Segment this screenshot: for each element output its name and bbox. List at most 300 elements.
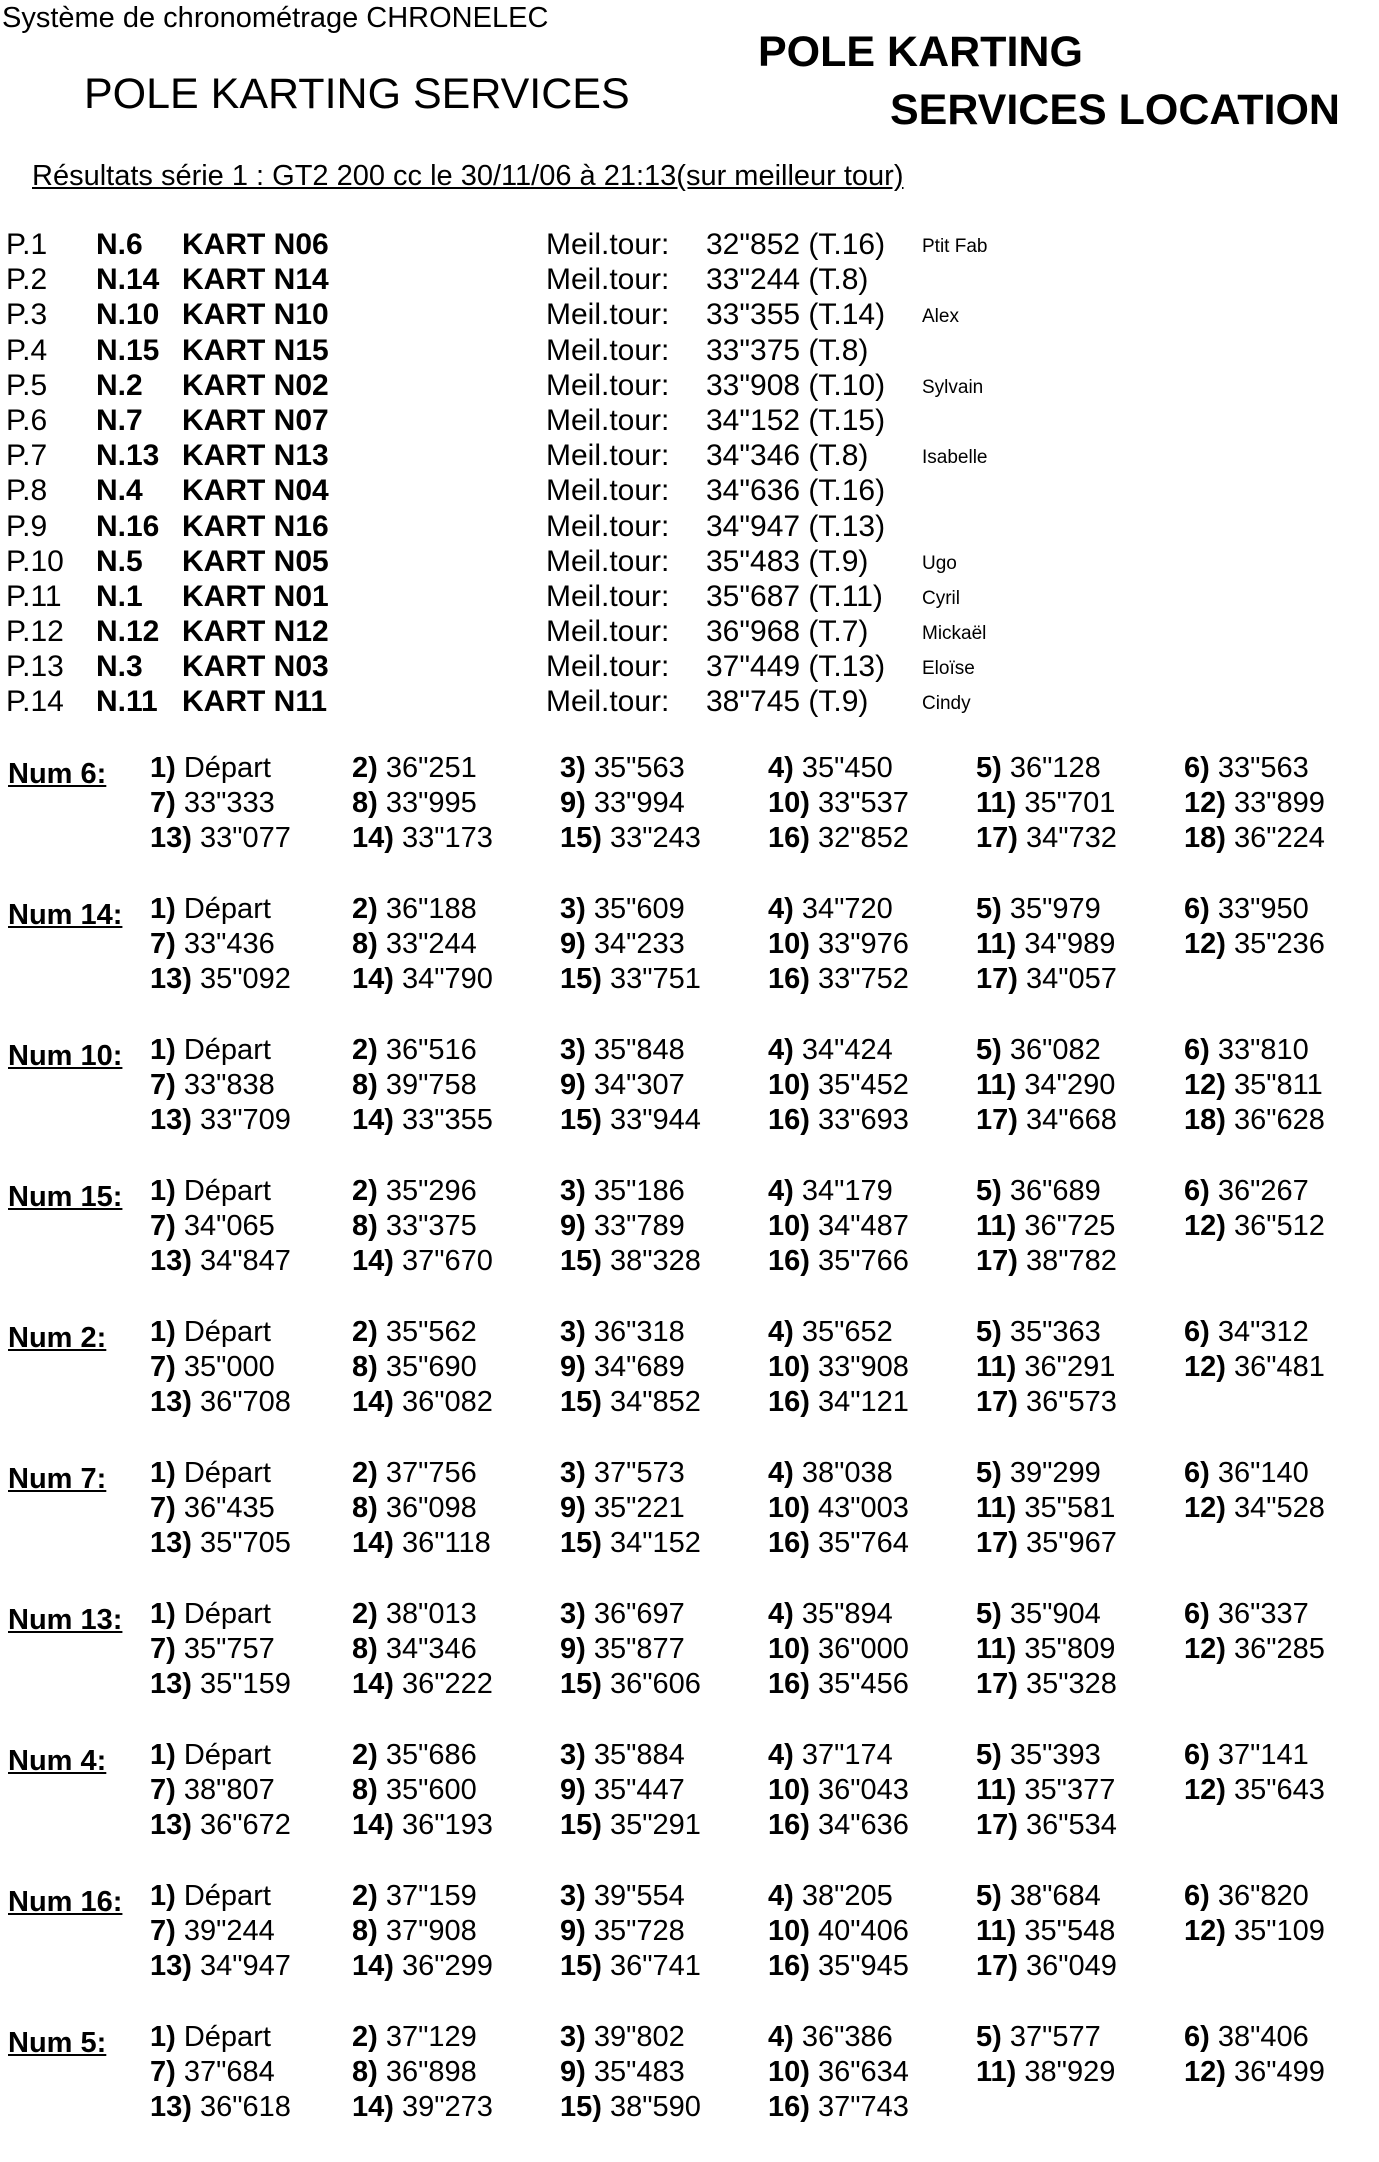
lap-number: 8) [352,928,378,960]
lap-time-cell [768,1245,909,1278]
lap-number: 6) [1184,1598,1210,1630]
lap-number: 4) [768,1598,794,1630]
lap-time-cell [150,1316,271,1349]
lap-time-cell [560,928,685,961]
lap-time-cell [1184,1492,1325,1525]
lap-row [0,1069,1379,1104]
best-lap-label: Meil.tour: [546,439,670,473]
kart-cell: KART N10 [182,298,329,332]
lap-number: 14) [352,1950,394,1982]
lap-time-cell [560,1880,685,1913]
number-cell: N.7 [96,403,143,437]
lap-number: 13) [150,1668,192,1700]
lap-time-cell [768,1492,909,1525]
lap-number: 14) [352,822,394,854]
kart-cell: KART N14 [182,263,329,297]
lap-time: 36"697 [593,1598,685,1630]
lap-time-cell [768,1069,909,1102]
lap-time: 36"606 [609,1668,701,1700]
lap-time-cell [560,822,701,855]
lap-number: 5) [976,1457,1002,1489]
lap-time: 35"848 [593,1034,685,1066]
lap-time-cell [976,787,1115,820]
lap-time-cell [150,1809,291,1842]
lap-number: 12) [1184,928,1226,960]
lap-time-cell [560,1915,685,1948]
lap-time: 43"003 [817,1492,909,1524]
lap-time-cell [768,1739,893,1772]
lap-number: 16) [768,1668,810,1700]
kart-laps-block [0,893,1379,1034]
lap-time-cell [352,1386,493,1419]
lap-number: 8) [352,1633,378,1665]
lap-time: 35"092 [199,963,291,995]
lap-time: 34"121 [817,1386,909,1418]
lap-number: 5) [976,1034,1002,1066]
lap-number: 6) [1184,2021,1210,2053]
lap-time: 36"098 [385,1492,477,1524]
lap-number: 5) [976,1316,1002,1348]
lap-time-cell [150,1492,275,1525]
lap-time-cell [352,1492,477,1525]
lap-number: 16) [768,2091,810,2123]
number-cell: N.13 [96,439,160,473]
best-lap-time: 34"152 (T.15) [706,403,886,437]
lap-time: 36"285 [1233,1633,1325,1665]
lap-number: 9) [560,787,586,819]
lap-time: 37"159 [385,1880,477,1912]
lap-number: 15) [560,1809,602,1841]
lap-number: 14) [352,2091,394,2123]
lap-row [0,1351,1379,1386]
lap-time-cell [976,1175,1101,1208]
lap-row [0,1598,1379,1633]
lap-time: 33"537 [817,787,909,819]
lap-time: 39"554 [593,1880,685,1912]
lap-time-cell [150,1210,275,1243]
lap-number: 14) [352,963,394,995]
lap-number: 14) [352,1245,394,1277]
lap-time-cell [976,1950,1117,1983]
best-lap-label: Meil.tour: [546,544,670,578]
lap-number: 7) [150,2056,176,2088]
lap-number: 1) [150,893,176,925]
lap-time-cell [768,1034,893,1067]
lap-time: 35"483 [593,2056,685,2088]
classification-row [4,334,1104,369]
lap-number: 12) [1184,1774,1226,1806]
lap-time-cell [352,1633,477,1666]
lap-time: 33"244 [385,928,477,960]
kart-laps-block [0,1598,1379,1739]
lap-number: 13) [150,1950,192,1982]
best-lap-time: 33"908 (T.10) [706,368,886,402]
number-cell: N.16 [96,509,160,543]
lap-time: 35"548 [1024,1915,1116,1947]
lap-number: 3) [560,1034,586,1066]
lap-time: 36"435 [183,1492,275,1524]
lap-row [0,1633,1379,1668]
lap-time-cell [1184,1034,1309,1067]
lap-time: 36"512 [1233,1210,1325,1242]
lap-time: 33"243 [609,822,701,854]
lap-time-cell [150,1245,291,1278]
lap-time-cell [150,1739,271,1772]
lap-time: 35"764 [817,1527,909,1559]
lap-time: 35"884 [593,1739,685,1771]
lap-number: 12) [1184,1210,1226,1242]
lap-time: 35"450 [801,752,893,784]
lap-time: 35"563 [593,752,685,784]
driver-name: Alex [922,306,959,328]
lap-row [0,2021,1379,2056]
lap-time-cell [976,1351,1115,1384]
lap-number: 9) [560,2056,586,2088]
lap-time: 36"222 [401,1668,493,1700]
lap-number: 9) [560,1210,586,1242]
lap-time: 34"057 [1025,963,1117,995]
lap-time: 36"251 [385,752,477,784]
lap-number: 5) [976,893,1002,925]
lap-time-cell [150,963,291,996]
lap-time: 35"811 [1233,1069,1323,1101]
lap-time-cell [768,1104,909,1137]
lap-number: 14) [352,1386,394,1418]
lap-time-cell [150,1175,271,1208]
lap-number: 9) [560,1069,586,1101]
lap-number: 13) [150,1527,192,1559]
lap-number: 17) [976,1386,1018,1418]
position-cell: P.6 [6,403,48,437]
lap-row [0,963,1379,998]
position-cell: P.7 [6,439,48,473]
lap-number: 4) [768,893,794,925]
kart-cell: KART N04 [182,474,329,508]
lap-time: 39"244 [183,1915,275,1947]
lap-time-cell [768,1633,909,1666]
lap-time-cell [560,1034,685,1067]
lap-number: 5) [976,1880,1002,1912]
lap-time: 36"128 [1009,752,1101,784]
classification-row [4,404,1104,439]
lap-time-cell [352,2091,493,2124]
lap-time: 33"976 [817,928,909,960]
lap-time-cell [768,1316,893,1349]
lap-time-cell [976,1739,1101,1772]
lap-number: 5) [976,752,1002,784]
lap-time: 33"810 [1217,1034,1309,1066]
kart-laps-block [0,1739,1379,1880]
lap-number: 10) [768,2056,810,2088]
lap-number: 11) [976,1633,1017,1665]
lap-time: 35"363 [1009,1316,1101,1348]
driver-name: Eloïse [922,658,975,680]
lap-time: 33"077 [199,822,291,854]
lap-time: 34"233 [593,928,685,960]
lap-time-cell [560,2056,685,2089]
number-cell: N.12 [96,615,160,649]
lap-number: 3) [560,1598,586,1630]
driver-name: Cyril [922,587,960,609]
position-cell: P.10 [6,544,64,578]
lap-row [0,1034,1379,1069]
lap-time: 35"328 [1025,1668,1117,1700]
kart-laps-block [0,1457,1379,1598]
lap-time: 35"159 [199,1668,291,1700]
lap-row [0,752,1379,787]
number-cell: N.15 [96,333,160,367]
classification-row [4,510,1104,545]
lap-time-cell [1184,787,1325,820]
lap-time-cell [560,1774,685,1807]
lap-number: 11) [976,928,1017,960]
lap-time: 33"563 [1217,752,1309,784]
lap-time: 35"600 [385,1774,477,1806]
lap-number: 6) [1184,893,1210,925]
position-cell: P.4 [6,333,48,367]
driver-name: Ugo [922,552,957,574]
lap-time-cell [976,1633,1115,1666]
lap-time: 35"877 [593,1633,685,1665]
lap-time: 36"140 [1217,1457,1309,1489]
lap-number: 12) [1184,1633,1226,1665]
lap-time: Départ [183,1739,271,1771]
lap-number: 16) [768,963,810,995]
lap-time: 35"447 [593,1774,685,1806]
kart-cell: KART N02 [182,368,329,402]
kart-number-label: Num 10: [8,1040,123,1072]
lap-time: 37"684 [183,2056,275,2088]
lap-time-cell [352,928,477,961]
lap-time-cell [1184,1316,1309,1349]
kart-cell: KART N01 [182,579,329,613]
lap-time: 34"947 [199,1950,291,1982]
best-lap-time: 37"449 (T.13) [706,650,886,684]
best-lap-time: 33"375 (T.8) [706,333,869,367]
lap-time: 35"757 [183,1633,275,1665]
lap-number: 17) [976,1245,1018,1277]
lap-time-cell [976,2056,1115,2089]
lap-time: 38"929 [1024,2056,1116,2088]
lap-number: 14) [352,1104,394,1136]
lap-time-cell [560,1809,701,1842]
lap-number: 2) [352,1739,378,1771]
lap-number: 2) [352,2021,378,2053]
lap-time: 34"424 [801,1034,893,1066]
best-lap-label: Meil.tour: [546,650,670,684]
lap-number: 15) [560,1950,602,1982]
lap-row [0,1739,1379,1774]
best-lap-time: 36"968 (T.7) [706,615,869,649]
lap-number: 2) [352,893,378,925]
best-lap-label: Meil.tour: [546,474,670,508]
lap-time: 35"652 [801,1316,893,1348]
lap-number: 16) [768,1104,810,1136]
lap-time: 36"708 [199,1386,291,1418]
lap-time-cell [976,1880,1101,1913]
lap-row [0,1104,1379,1139]
lap-number: 12) [1184,2056,1226,2088]
lap-time: 36"534 [1025,1809,1117,1841]
lap-time-cell [560,752,685,785]
best-lap-time: 34"346 (T.8) [706,439,869,473]
best-lap-time: 34"636 (T.16) [706,474,886,508]
lap-number: 11) [976,1069,1017,1101]
lap-time: 34"312 [1217,1316,1309,1348]
lap-time-cell [150,1598,271,1631]
lap-number: 15) [560,1527,602,1559]
lap-time: 35"456 [817,1668,909,1700]
lap-time-cell [352,1527,491,1560]
lap-time: 39"802 [593,2021,685,2053]
number-cell: N.11 [96,685,158,719]
lap-number: 2) [352,1880,378,1912]
lap-time-cell [560,1175,685,1208]
lap-time: 36"573 [1025,1386,1117,1418]
lap-time-cell [352,1316,477,1349]
lap-time-cell [768,2021,893,2054]
lap-time-cell [1184,1774,1325,1807]
lap-row [0,822,1379,857]
lap-time-cell [560,1950,701,1983]
best-lap-time: 34"947 (T.13) [706,509,886,543]
lap-number: 2) [352,752,378,784]
lap-number: 13) [150,1809,192,1841]
position-cell: P.1 [6,228,48,261]
lap-time-cell [560,1527,701,1560]
lap-number: 17) [976,963,1018,995]
lap-number: 4) [768,1739,794,1771]
lap-number: 7) [150,787,176,819]
position-cell: P.5 [6,368,48,402]
lap-number: 4) [768,752,794,784]
lap-time-cell [560,1739,685,1772]
lap-number: 13) [150,822,192,854]
lap-time-cell [352,1774,477,1807]
lap-time-cell [150,928,275,961]
lap-number: 12) [1184,1915,1226,1947]
lap-time: 36"082 [401,1386,493,1418]
lap-time: 36"725 [1024,1210,1116,1242]
lap-time: 34"290 [1024,1069,1116,1101]
lap-time: 34"636 [817,1809,909,1841]
lap-number: 13) [150,1104,192,1136]
lap-time-cell [560,2021,685,2054]
lap-time: 34"307 [593,1069,685,1101]
lap-time-cell [768,1457,893,1490]
lap-number: 1) [150,1316,176,1348]
lap-number: 12) [1184,787,1226,819]
lap-number: 11) [976,1210,1017,1242]
lap-time: 39"299 [1009,1457,1101,1489]
lap-time: 38"038 [801,1457,893,1489]
lap-time: 36"318 [593,1316,685,1348]
lap-time-cell [976,1809,1117,1842]
lap-time-cell [352,1809,493,1842]
lap-time: 36"481 [1233,1351,1325,1383]
lap-number: 7) [150,928,176,960]
lap-row [0,1210,1379,1245]
lap-number: 4) [768,2021,794,2053]
lap-time: 38"406 [1217,2021,1309,2053]
classification-row [4,369,1104,404]
kart-laps-block [0,752,1379,893]
lap-time-cell [768,1950,909,1983]
lap-number: 15) [560,1668,602,1700]
lap-number: 7) [150,1492,176,1524]
lap-time: 35"705 [199,1527,291,1559]
lap-time: 36"049 [1025,1950,1117,1982]
lap-time: Départ [183,1175,271,1207]
lap-time-cell [1184,1210,1325,1243]
lap-time-cell [768,928,909,961]
lap-time: 36"224 [1233,822,1325,854]
best-lap-time: 38"745 (T.9) [706,685,869,719]
lap-time: 33"355 [401,1104,493,1136]
lap-time: 35"690 [385,1351,477,1383]
lap-number: 17) [976,1809,1018,1841]
lap-time-cell [150,787,275,820]
lap-number: 3) [560,2021,586,2053]
lap-time-cell [150,2021,271,2054]
lap-row [0,1386,1379,1421]
lap-time: 34"179 [801,1175,893,1207]
lap-time-cell [976,752,1101,785]
position-cell: P.2 [6,263,48,297]
classification-row [4,685,1104,720]
lap-time-cell [976,1210,1115,1243]
kart-laps-block [0,2021,1379,2162]
lap-number: 12) [1184,1069,1226,1101]
number-cell: N.14 [96,263,160,297]
lap-time-cell [1184,893,1309,926]
lap-time: 37"743 [817,2091,909,2123]
lap-time-cell [352,1245,493,1278]
classification-row [4,298,1104,333]
lap-time-cell [768,2056,909,2089]
lap-time-cell [150,1104,291,1137]
lap-time-cell [352,1104,493,1137]
lap-time-cell [1184,1351,1325,1384]
lap-number: 14) [352,1527,394,1559]
lap-time: 35"186 [593,1175,685,1207]
lap-time: 35"686 [385,1739,477,1771]
lap-time-cell [560,1316,685,1349]
best-lap-label: Meil.tour: [546,333,670,367]
best-lap-label: Meil.tour: [546,685,670,719]
lap-time: 33"375 [385,1210,477,1242]
lap-number: 11) [976,1915,1017,1947]
kart-cell: KART N07 [182,403,329,437]
classification-row [4,545,1104,580]
kart-number-label: Num 13: [8,1604,123,1636]
lap-time: 35"221 [593,1492,685,1524]
lap-time-cell [352,1668,493,1701]
lap-time: 33"944 [609,1104,701,1136]
lap-number: 9) [560,1774,586,1806]
lap-row [0,1245,1379,1280]
lap-time: 35"609 [593,893,685,925]
lap-time-cell [150,1633,275,1666]
position-cell: P.11 [6,579,62,613]
lap-time: 38"205 [801,1880,893,1912]
lap-time-cell [976,1316,1101,1349]
number-cell: N.3 [96,650,143,684]
lap-number: 17) [976,822,1018,854]
lap-number: 10) [768,1492,810,1524]
classification-row [4,263,1104,298]
lap-time: 33"751 [609,963,701,995]
